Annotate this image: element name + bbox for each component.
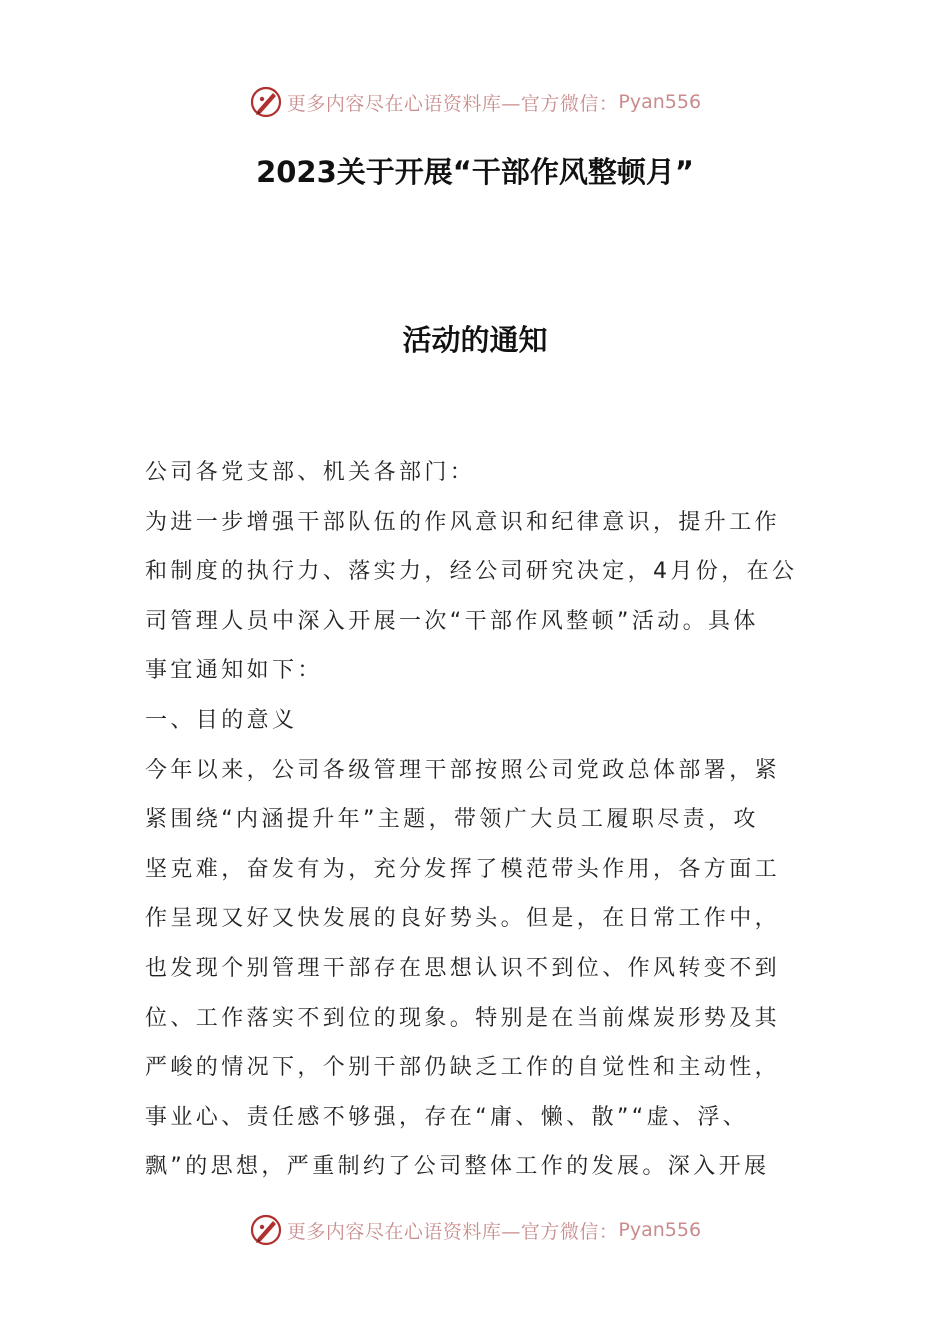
watermark-wechat-id: Pyan556 — [618, 91, 702, 113]
footer-watermark — [0, 1210, 950, 1250]
body-line: 为进一步增强干部队伍的作风意识和纪律意识，提升工作 — [145, 509, 781, 535]
body-line: 紧围绕“内涵提升年”主题，带领广大员工履职尽责，攻 — [145, 807, 759, 833]
body-line: 坚克难，奋发有为，充分发挥了模范带头作用，各方面工 — [145, 856, 781, 882]
watermark-text: 更多内容尽在心语资料库—官方微信： — [286, 92, 619, 115]
body-line: 司管理人员中深入开展一次“干部作风整顿”活动。具体 — [145, 608, 759, 634]
section-heading: 一、目的意义 — [145, 707, 298, 733]
document-title-line1: 2023关于开展“干部作风整顿月” — [256, 155, 694, 189]
body-line: 飘”的思想，严重制约了公司整体工作的发展。深入开展 — [145, 1154, 770, 1180]
body-line: 公司各党支部、机关各部门： — [145, 460, 476, 485]
header-watermark — [0, 82, 950, 122]
body-line: 今年以来，公司各级管理干部按照公司党政总体部署，紧 — [145, 757, 781, 783]
body-line: 严峻的情况下，个别干部仍缺乏工作的自觉性和主动性， — [145, 1055, 781, 1081]
pen-logo-icon — [249, 1213, 283, 1247]
body-line: 和制度的执行力、落实力，经公司研究决定，4月份，在公 — [145, 559, 798, 585]
body-line: 位、工作落实不到位的现象。特别是在当前煤炭形势及其 — [145, 1005, 781, 1031]
body-line: 也发现个别管理干部存在思想认识不到位、作风转变不到 — [145, 955, 781, 981]
body-line: 事宜通知如下： — [145, 658, 323, 684]
body-line: 作呈现又好又快发展的良好势头。但是，在日常工作中， — [145, 906, 781, 932]
pen-logo-icon — [249, 85, 283, 119]
watermark-text: 更多内容尽在心语资料库—官方微信： — [286, 1220, 619, 1243]
watermark-wechat-id: Pyan556 — [618, 1219, 702, 1241]
document-title-line2: 活动的通知 — [402, 323, 548, 357]
document-body — [145, 448, 810, 1192]
body-line: 事业心、责任感不够强，存在“庸、懒、散”“虚、浮、 — [145, 1104, 749, 1130]
